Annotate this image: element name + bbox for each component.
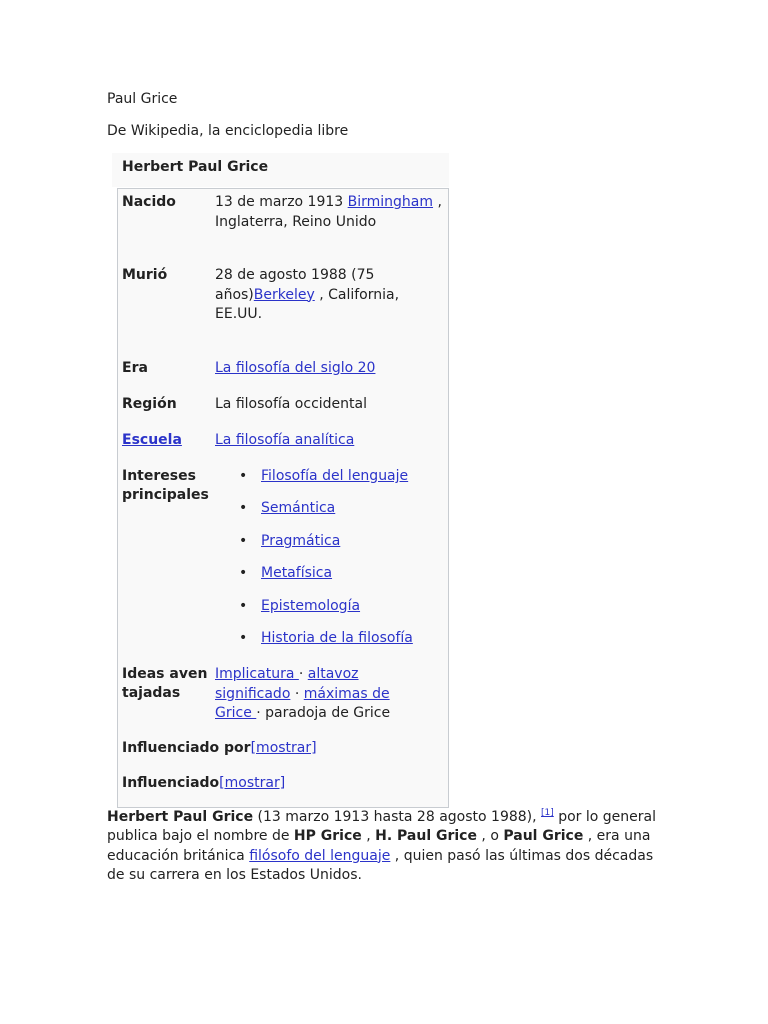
school-link[interactable]: La filosofía analítica [215, 432, 355, 448]
intro-text: , era una educación británica [107, 828, 651, 864]
list-item [215, 629, 413, 661]
school-label [122, 431, 182, 450]
intro-alias: Paul Grice [503, 828, 584, 845]
list-item [215, 499, 413, 531]
died-place: , California, EE.UU. [215, 286, 400, 322]
ideas-label: Ideas aventajadas [122, 666, 208, 701]
influenced-toggle[interactable]: [mostrar] [219, 775, 286, 791]
intro-separator: , o [476, 828, 504, 845]
ideas-value [215, 665, 400, 724]
intro-text: por lo general publica bajo el nombre de [107, 809, 657, 845]
born-date: 13 de marzo 1913 [215, 194, 348, 210]
died-value [215, 266, 415, 325]
ideas-separator: · [298, 666, 308, 682]
intro-alias: HP Grice [293, 828, 362, 845]
list-item [215, 532, 413, 564]
born-value [215, 193, 445, 232]
interest-link[interactable]: Filosofía del lenguaje [261, 468, 409, 484]
reference-link[interactable]: [1] [541, 808, 554, 818]
born-label: Nacido [122, 194, 176, 210]
implicature-link[interactable]: Implicatura [215, 666, 299, 682]
infobox [117, 188, 449, 808]
list-item [215, 597, 413, 629]
infobox-title: Herbert Paul Grice [122, 159, 269, 175]
interests-list [215, 467, 413, 661]
influenced-by-toggle[interactable]: [mostrar] [250, 740, 317, 756]
intro-dates: (13 marzo 1913 hasta 28 agosto 1988), [253, 809, 542, 825]
died-label: Murió [122, 267, 168, 283]
died-date: 28 de agosto 1988 (75 años) [215, 267, 375, 303]
intro-alias: H. Paul Grice [375, 828, 477, 845]
birmingham-link[interactable]: Birmingham [347, 194, 434, 210]
era-link[interactable]: La filosofía del siglo 20 [215, 360, 376, 376]
era-value [215, 359, 445, 379]
ideas-separator: · [290, 685, 304, 702]
page-title: Paul Grice [107, 91, 178, 107]
intro-name: Herbert Paul Grice [107, 809, 254, 825]
interest-link[interactable]: Historia de la filosofía [261, 629, 413, 646]
philosopher-of-language-link[interactable]: filósofo del lenguaje [249, 847, 391, 864]
speaker-meaning-link[interactable]: altavoz significado [215, 666, 359, 702]
region-label: Región [122, 396, 177, 412]
page-subtitle: De Wikipedia, la enciclopedia libre [107, 123, 349, 139]
influenced-label: Influenciado [122, 775, 220, 791]
list-item [215, 467, 413, 499]
intro-separator: , [361, 828, 376, 845]
list-item [215, 564, 413, 596]
interest-link[interactable]: Semántica [261, 500, 336, 517]
interests-label: Intereses principales [122, 468, 209, 503]
interest-link[interactable]: Pragmática [261, 532, 341, 549]
influenced-row [122, 774, 442, 793]
interest-link[interactable]: Epistemología [261, 597, 361, 614]
berkeley-link[interactable]: Berkeley [253, 286, 315, 303]
influenced-by-label: Influenciado por [122, 740, 251, 756]
ideas-rest: · paradoja de Grice [256, 705, 391, 721]
intro-paragraph [107, 808, 667, 885]
intro-text: , quien pasó las últimas dos décadas de su carrera en los Estados Unidos. [107, 847, 654, 883]
school-label-link[interactable]: Escuela [122, 432, 182, 448]
era-label: Era [122, 360, 148, 376]
region-value: La filosofía occidental [215, 396, 367, 412]
born-place: , Inglaterra, Reino Unido [215, 194, 442, 230]
school-value [215, 431, 445, 451]
grice-maxims-link[interactable]: máximas de Grice [215, 685, 390, 721]
infobox-header [112, 153, 449, 187]
interest-link[interactable]: Metafísica [261, 565, 333, 582]
influenced-by-row [122, 739, 442, 758]
